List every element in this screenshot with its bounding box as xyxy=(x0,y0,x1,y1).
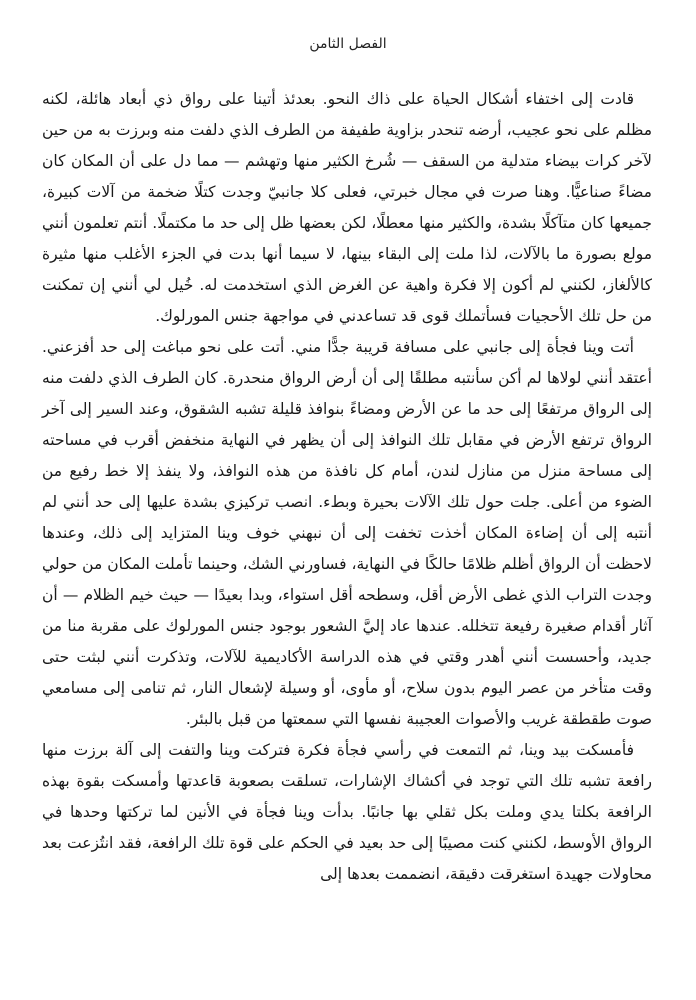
paragraph: أتت وينا فجأة إلى جانبي على مسافة قريبة جدًّا مني. أتت على نحو مباغت إلى حد أفزعني. أعتقد أنني لولاها لم أكن سأنتبه مطلقًا إلى أن أرض الرواق منحدرة. كان الطرف الذي دلفت منه إلى الرواق مرتفعًا إلى حد ما عن الأرض ومضاءً بنوافذ قليلة تشبه الشقوق، وعند السير إلى آخر الرواق ترتفع الأرض في مقابل تلك النوافذ إلى أن يظهر في النهاية منخفض أقرب في مساحته إلى مساحة منزل من منازل لندن، أمام كل نافذة من هذه النوافذ، ولا ينفذ إلا خط رفيع من الضوء من أعلى. جلت حول تلك الآلات بحيرة وبطء. انصب تركيزي بشدة عليها إلى حد أنني لم أنتبه إلى أن إضاءة المكان أخذت تخفت إلى أن نبهني خوف وينا المتزايد إلى ذلك، وعندها لاحظت أن الرواق أظلم ظلامًا حالكًا في النهاية، فساورني الشك، وحينما تأملت المكان من حولي وجدت التراب الذي غطى الأرض أقل، وسطحه أقل استواء، وبدا بعيدًا — حيث خيم الظلام — أن آثار أقدام صغيرة رفيعة تتخلله. عندها عاد إليَّ الشعور بوجود جنس المورلوك على مقربة منا من جديد، وأحسست أنني أهدر وقتي في هذه الدراسة الأكاديمية للآلات، وتذكرت أنني لبثت حتى وقت متأخر من عصر اليوم بدون سلاح، أو مأوى، أو وسيلة لإشعال النار، ثم تنامى إلى مسامعي صوت طقطقة غريب والأصوات العجيبة نفسها التي سمعتها من قبل بالبئر. xyxy=(42,338,652,728)
chapter-body xyxy=(42,84,652,890)
paragraph: قادت إلى اختفاء أشكال الحياة على ذاك النحو. بعدئذ أتينا على رواق ذي أبعاد هائلة، لكنه مظلم على نحو عجيب، أرضه تنحدر بزاوية طفيفة من الطرف الذي دلفت منه وبرزت به من حين لآخر كرات بيضاء متدلية من السقف — شُرخ الكثير منها وتهشم — مما دل على أن المكان كان مضاءً صناعيًّا. وهنا صرت في مجال خبرتي، فعلى كلا جانبيّ وجدت كتلًا ضخمة من آلات كبيرة، جميعها كان متآكلًا بشدة، والكثير منها معطلًا، لكن بعضها ظل إلى حد ما مكتملًا. أنتم تعلمون أنني مولع بصورة ما بالآلات، لذا ملت إلى البقاء بينها، لا سيما أنها بدت في الجزء الأغلب منها مثيرة كالألغاز، لكنني لم أكون إلا فكرة واهية عن الغرض الذي استخدمت له. خُيل لي أنني إن تمكنت من حل تلك الأحجيات فسأتملك قوى قد تساعدني في مواجهة جنس المورلوك. xyxy=(42,90,652,325)
paragraph: فأمسكت بيد وينا، ثم التمعت في رأسي فجأة فكرة فتركت وينا والتفت إلى آلة برزت منها رافعة تشبه تلك التي توجد في أكشاك الإشارات، تسلقت بصعوبة قاعدتها وأمسكت بقوة بهذه الرافعة بكلتا يدي وملت بكل ثقلي بها جانبًا. بدأت وينا فجأة في الأنين لما تركتها وحدها في الرواق الأوسط، لكنني كنت مصيبًا إلى حد بعيد في الحكم على قوة تلك الرافعة، فقد انتُزعت بعد محاولات جهيدة استغرقت دقيقة، انضممت بعدها إلى xyxy=(42,741,652,883)
chapter-header: الفصل الثامن xyxy=(309,36,387,52)
